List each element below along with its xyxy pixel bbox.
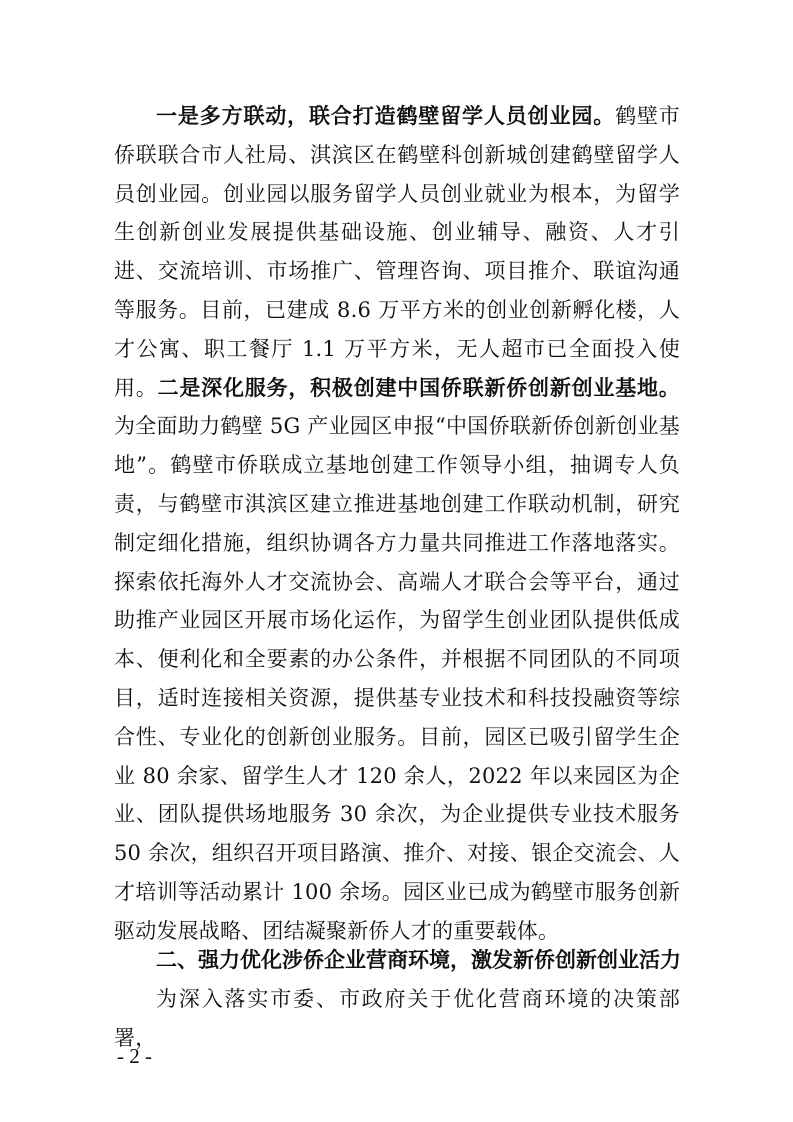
lead-sentence-1: 一是多方联动，联合打造鹤壁留学人员创业园。 [156,104,616,128]
paragraph-1-body-a: 鹤壁市侨联联合市人社局、淇滨区在鹤壁科创新城创建鹤壁留学人员创业园。创业园以服务留学人员创业就业为根本，为留学生创新创业发展提供基础设施、创业辅导、融资、人才引进、交流培训、市场推广、管理咨询、项目推介、联谊沟通等服务。目前，已建成 8.6 万平方米的创业创新孵化楼，人才公寓、职工餐厅 1.1 万平方米，无人超市已全面投入使用。 [114,104,680,400]
body-paragraph-2: 为深入落实市委、市政府关于优化营商环境的决策部署， [114,987,680,1050]
page-number: - 2 - [117,1044,152,1068]
paragraph-1-body-b: 为全面助力鹤壁 5G 产业园区申报“中国侨联新侨创新创业基地”。鹤壁市侨联成立基地创建工作领导小组，抽调专人负责，与鹤壁市淇滨区建立推进基地创建工作联动机制，研究制定细化措施，组织协调各方力量共同推进工作落地落实。探索依托海外人才交流协会、高端人才联合会等平台，通过助推产业园区开展市场化运作，为留学生创业团队提供低成本、便利化和全要素的办公条件，并根据不同团队的不同项目，适时连接相关资源，提供基专业技术和科技投融资等综合性、专业化的创新创业服务。目前，园区已吸引留学生企业 80 余家、留学生人才 120 余人，2022 年以来园区为企业、团队提供场地服务 30 余次，为企业提供专业技术服务 50 余次，组织召开项目路演、推介、对接、银企交流会、人才培训等活动累计 100 余场。园区业已成为鹤壁市服务创新驱动发展战略、团结凝聚新侨人才的重要载体。 [114,414,680,943]
section-heading: 二、强力优化涉侨企业营商环境，激发新侨创新创业活力 [156,948,681,972]
lead-sentence-2: 二是深化服务，积极创建中国侨联新侨创新创业基地。 [157,375,680,400]
body-paragraph-1 [114,97,680,951]
